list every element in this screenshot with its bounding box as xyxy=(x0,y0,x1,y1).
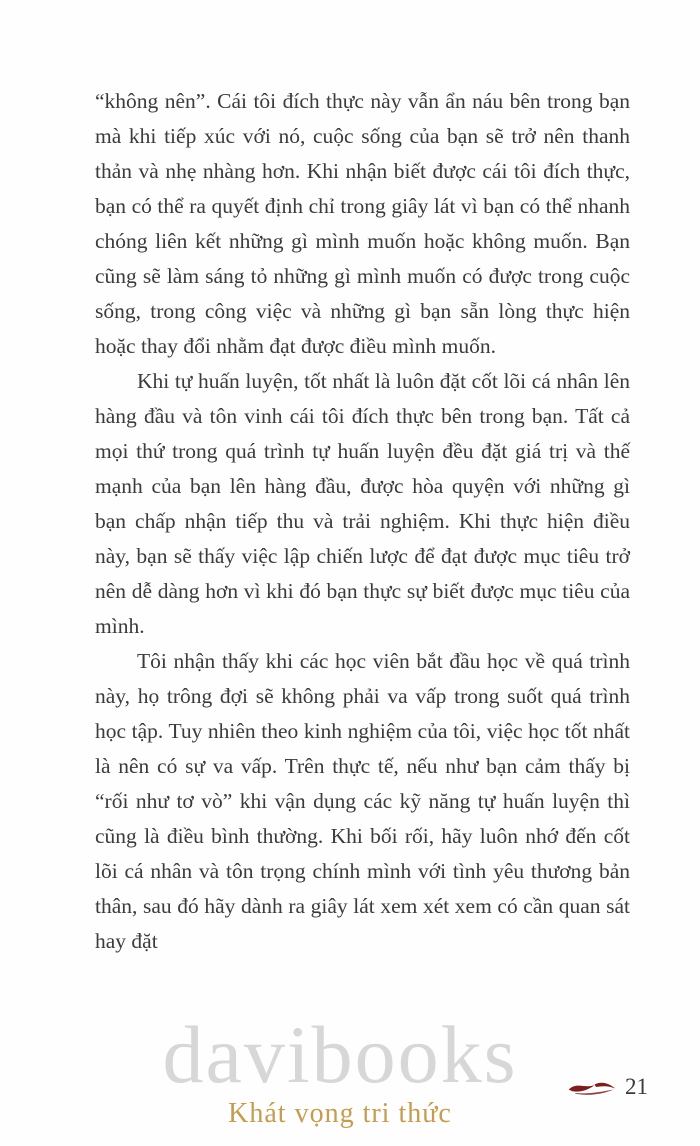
page-footer xyxy=(565,1074,648,1100)
watermark xyxy=(0,1009,680,1130)
page-text xyxy=(95,84,630,959)
page-number: 21 xyxy=(625,1074,648,1099)
watermark-tagline: Khát vọng tri thức xyxy=(228,1098,452,1129)
publisher-swoosh-icon xyxy=(565,1077,619,1097)
paragraph-1: “không nên”. Cái tôi đích thực này vẫn ẩn náu bên trong bạn mà khi tiếp xúc với nó, cuộc sống của bạn sẽ trở nên thanh thản và nhẹ nhàng hơn. Khi nhận biết được cái tôi đích thực, bạn có thể ra quyết định chỉ trong giây lát vì bạn có thể nhanh chóng liên kết những gì mình muốn hoặc không muốn. Bạn cũng sẽ làm sáng tỏ những gì mình muốn có được trong cuộc sống, trong công việc và những gì bạn sẵn lòng thực hiện hoặc thay đổi nhằm đạt được điều mình muốn. xyxy=(95,89,630,358)
paragraph-2: Khi tự huấn luyện, tốt nhất là luôn đặt cốt lõi cá nhân lên hàng đầu và tôn vinh cái tôi đích thực bên trong bạn. Tất cả mọi thứ trong quá trình tự huấn luyện đều đặt giá trị và thế mạnh của bạn lên hàng đầu, được hòa quyện với những gì bạn chấp nhận tiếp thu và trải nghiệm. Khi thực hiện điều này, bạn sẽ thấy việc lập chiến lược để đạt được mục tiêu trở nên dễ dàng hơn vì khi đó bạn thực sự biết được mục tiêu của mình. xyxy=(95,369,630,638)
watermark-logo-text: davibooks xyxy=(162,1009,518,1100)
paragraph-3: Tôi nhận thấy khi các học viên bắt đầu học về quá trình này, họ trông đợi sẽ không phải va vấp trong suốt quá trình học tập. Tuy nhiên theo kinh nghiệm của tôi, việc học tốt nhất là nên có sự va vấp. Trên thực tế, nếu như bạn cảm thấy bị “rối như tơ vò” khi vận dụng các kỹ năng tự huấn luyện thì cũng là điều bình thường. Khi bối rối, hãy luôn nhớ đến cốt lõi cá nhân và tôn trọng chính mình với tình yêu thương bản thân, sau đó hãy dành ra giây lát xem xét xem có cần quan sát hay đặt xyxy=(95,649,630,953)
